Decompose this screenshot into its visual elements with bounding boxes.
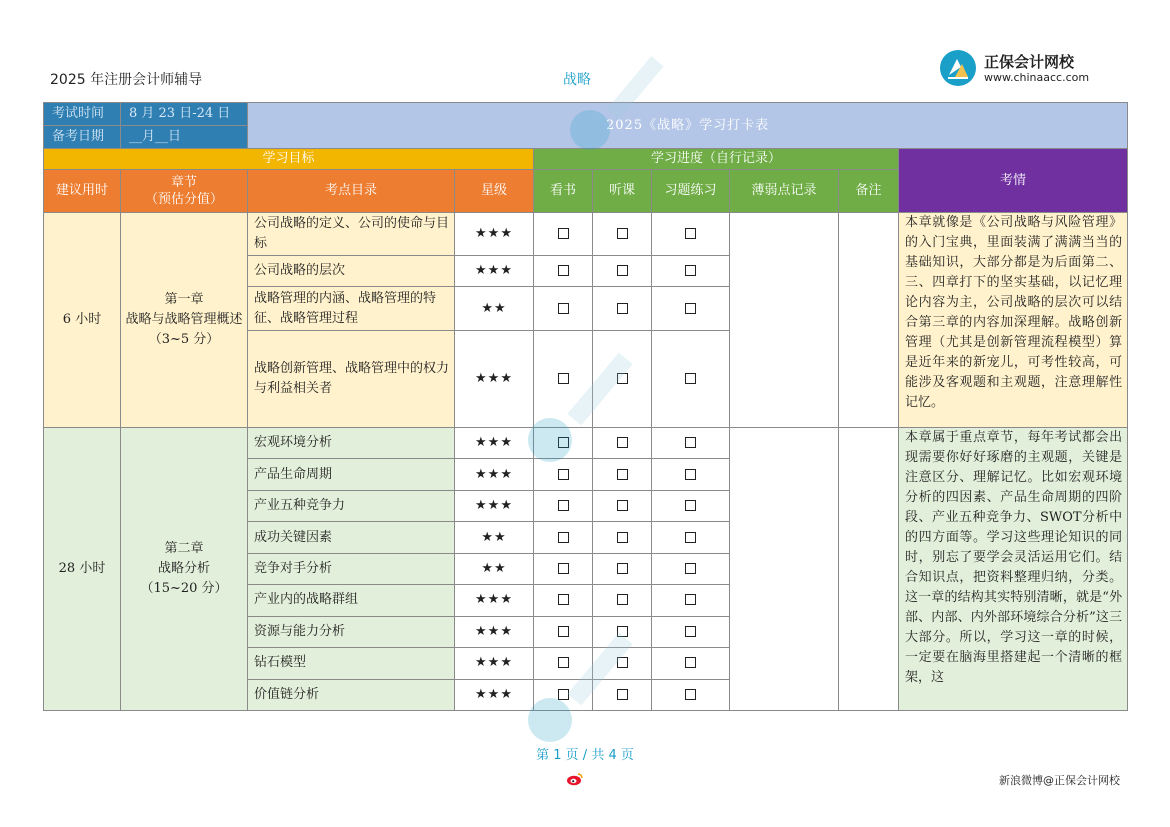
chapter-score: （15~20 分） xyxy=(140,581,228,596)
progress-cell-practice xyxy=(652,490,730,521)
listen-checkbox[interactable] xyxy=(617,437,628,448)
weak-points-cell[interactable] xyxy=(730,428,839,711)
progress-cell-listen xyxy=(593,585,652,616)
progress-cell-read xyxy=(534,428,593,459)
weibo-icon xyxy=(566,771,584,785)
exam-note-text: 本章就像是《公司战略与风险管理》的入门宝典，里面装满了满满当当的基础知识，大部分都是为后面第二、三、四章打下的坚实基础，以记忆理论内容为主，公司战略的层次可以结合第三章的内容加深理解。战略创新管理（尤其是创新管理流程模型）算是近年来的新宠儿，可考性较高，可能涉及客观题和主观题，注意理解性记忆。 xyxy=(905,215,1123,410)
topic-name: 公司战略的层次 xyxy=(248,256,455,287)
listen-checkbox[interactable] xyxy=(617,689,628,700)
listen-checkbox[interactable] xyxy=(617,469,628,480)
practice-checkbox[interactable] xyxy=(685,373,696,384)
topic-stars: ★★ xyxy=(455,287,534,331)
progress-cell-practice xyxy=(652,428,730,459)
exam-note xyxy=(899,428,1128,711)
progress-cell-listen xyxy=(593,553,652,584)
progress-cell-read xyxy=(534,679,593,711)
weak-points-cell[interactable] xyxy=(730,213,839,428)
progress-cell-practice xyxy=(652,585,730,616)
progress-cell-read xyxy=(534,459,593,490)
col-stars: 星级 xyxy=(455,170,534,213)
practice-checkbox[interactable] xyxy=(685,532,696,543)
prep-date-label: 备考日期 xyxy=(44,126,121,149)
listen-checkbox[interactable] xyxy=(617,228,628,239)
read-checkbox[interactable] xyxy=(558,228,569,239)
table-title: 2025《战略》学习打卡表 xyxy=(248,103,1128,149)
progress-cell-listen xyxy=(593,256,652,287)
weibo-account: 新浪微博@正保会计网校 xyxy=(999,774,1120,787)
col-listen: 听课 xyxy=(593,170,652,213)
listen-checkbox[interactable] xyxy=(617,657,628,668)
progress-cell-practice xyxy=(652,648,730,679)
topic-stars: ★★★ xyxy=(455,256,534,287)
group-exam-header: 考情 xyxy=(899,149,1128,213)
listen-checkbox[interactable] xyxy=(617,563,628,574)
chapter-score: （3~5 分） xyxy=(148,332,220,347)
logo-url: www.chinaacc.com xyxy=(984,71,1090,84)
logo-name: 正保会计网校 xyxy=(984,53,1075,71)
chapter-name-1: 第二章 xyxy=(164,541,204,556)
topic-name: 产业内的战略群组 xyxy=(248,585,455,616)
read-checkbox[interactable] xyxy=(558,563,569,574)
progress-cell-read xyxy=(534,490,593,521)
chapter-name-2: 战略分析 xyxy=(157,561,210,576)
topic-name: 产业五种竞争力 xyxy=(248,490,455,521)
col-time: 建议用时 xyxy=(44,170,121,213)
practice-checkbox[interactable] xyxy=(685,437,696,448)
exam-time-label: 考试时间 xyxy=(44,103,121,126)
listen-checkbox[interactable] xyxy=(617,594,628,605)
topic-stars: ★★ xyxy=(455,522,534,553)
topic-stars: ★★★ xyxy=(455,648,534,679)
practice-checkbox[interactable] xyxy=(685,469,696,480)
progress-cell-practice xyxy=(652,256,730,287)
topic-stars: ★★★ xyxy=(455,616,534,647)
progress-cell-read xyxy=(534,553,593,584)
topic-stars: ★★★ xyxy=(455,213,534,256)
exam-note xyxy=(899,213,1128,428)
progress-cell-listen xyxy=(593,616,652,647)
progress-cell-practice xyxy=(652,553,730,584)
topic-name: 价值链分析 xyxy=(248,679,455,711)
topic-name: 竞争对手分析 xyxy=(248,553,455,584)
progress-cell-practice xyxy=(652,331,730,428)
progress-cell-read xyxy=(534,616,593,647)
topic-name: 钻石模型 xyxy=(248,648,455,679)
col-chapter xyxy=(121,170,248,213)
practice-checkbox[interactable] xyxy=(685,303,696,314)
listen-checkbox[interactable] xyxy=(617,532,628,543)
topic-stars: ★★★ xyxy=(455,459,534,490)
topic-stars: ★★★ xyxy=(455,490,534,521)
topic-stars: ★★ xyxy=(455,553,534,584)
read-checkbox[interactable] xyxy=(558,500,569,511)
read-checkbox[interactable] xyxy=(558,469,569,480)
progress-cell-listen xyxy=(593,428,652,459)
chapter-name xyxy=(121,428,248,711)
col-chapter-line2: （预估分值） xyxy=(144,192,223,207)
remark-cell[interactable] xyxy=(839,428,899,711)
header-subject: 战略 xyxy=(563,72,591,88)
practice-checkbox[interactable] xyxy=(685,500,696,511)
topic-name: 战略创新管理、战略管理中的权力与利益相关者 xyxy=(248,331,455,428)
table-row xyxy=(44,428,1128,459)
read-checkbox[interactable] xyxy=(558,303,569,314)
prep-date-value: __月__日 xyxy=(121,126,248,149)
group-goal-header: 学习目标 xyxy=(44,149,534,170)
col-topics: 考点目录 xyxy=(248,170,455,213)
topic-stars: ★★★ xyxy=(455,679,534,711)
header-left-title: 2025 年注册会计师辅导 xyxy=(50,72,203,88)
read-checkbox[interactable] xyxy=(558,689,569,700)
practice-checkbox[interactable] xyxy=(685,594,696,605)
topic-stars: ★★★ xyxy=(455,331,534,428)
table-row xyxy=(44,213,1128,256)
progress-cell-read xyxy=(534,331,593,428)
practice-checkbox[interactable] xyxy=(685,657,696,668)
progress-cell-practice xyxy=(652,616,730,647)
progress-cell-listen xyxy=(593,287,652,331)
topic-name: 成功关键因素 xyxy=(248,522,455,553)
practice-checkbox[interactable] xyxy=(685,626,696,637)
read-checkbox[interactable] xyxy=(558,437,569,448)
progress-cell-listen xyxy=(593,679,652,711)
progress-cell-listen xyxy=(593,648,652,679)
topic-stars: ★★★ xyxy=(455,428,534,459)
practice-checkbox[interactable] xyxy=(685,689,696,700)
logo-icon xyxy=(940,50,976,86)
progress-cell-listen xyxy=(593,331,652,428)
topic-name: 公司战略的定义、公司的使命与目标 xyxy=(248,213,455,256)
progress-cell-listen xyxy=(593,213,652,256)
col-read: 看书 xyxy=(534,170,593,213)
topic-stars: ★★★ xyxy=(455,585,534,616)
progress-cell-practice xyxy=(652,287,730,331)
group-progress-header: 学习进度（自行记录） xyxy=(534,149,899,170)
page-indicator: 第 1 页 / 共 4 页 xyxy=(536,748,634,763)
col-practice: 习题练习 xyxy=(652,170,730,213)
progress-cell-read xyxy=(534,585,593,616)
exam-time-value: 8 月 23 日-24 日 xyxy=(121,103,248,126)
col-chapter-line1: 章节 xyxy=(170,175,197,190)
study-checklist-table xyxy=(43,102,1128,711)
listen-checkbox[interactable] xyxy=(617,303,628,314)
chapter-name-1: 第一章 xyxy=(164,292,204,307)
read-checkbox[interactable] xyxy=(558,626,569,637)
brand-logo xyxy=(940,50,1140,90)
topic-name: 资源与能力分析 xyxy=(248,616,455,647)
chapter-name xyxy=(121,213,248,428)
listen-checkbox[interactable] xyxy=(617,373,628,384)
col-weak: 薄弱点记录 xyxy=(730,170,839,213)
practice-checkbox[interactable] xyxy=(685,228,696,239)
read-checkbox[interactable] xyxy=(558,373,569,384)
listen-checkbox[interactable] xyxy=(617,265,628,276)
read-checkbox[interactable] xyxy=(558,657,569,668)
progress-cell-practice xyxy=(652,459,730,490)
listen-checkbox[interactable] xyxy=(617,626,628,637)
progress-cell-practice xyxy=(652,679,730,711)
topic-name: 战略管理的内涵、战略管理的特征、战略管理过程 xyxy=(248,287,455,331)
read-checkbox[interactable] xyxy=(558,594,569,605)
progress-cell-read xyxy=(534,287,593,331)
remark-cell[interactable] xyxy=(839,213,899,428)
progress-cell-listen xyxy=(593,490,652,521)
chapter-name-2: 战略与战略管理概述 xyxy=(125,312,243,327)
chapter-time: 6 小时 xyxy=(44,213,121,428)
progress-cell-listen xyxy=(593,459,652,490)
exam-note-text: 本章属于重点章节，每年考试都会出现需要你好好琢磨的主观题，关键是注意区分、理解记忆。比如宏观环境分析的四因素、产品生命周期的四阶段、产业五种竞争力、SWOT分析中的四方面等。学习这些理论知识的同时，别忘了要学会灵活运用它们。结合知识点，把资料整理归纳，分类。这一章的结构其实特别清晰，就是“外部、内部、内外部环境综合分析”这三大部分。所以，学习这一章的时候，一定要在脑海里搭建起一个清晰的框架，这 xyxy=(905,430,1123,685)
practice-checkbox[interactable] xyxy=(685,265,696,276)
progress-cell-listen xyxy=(593,522,652,553)
progress-cell-read xyxy=(534,648,593,679)
read-checkbox[interactable] xyxy=(558,532,569,543)
topic-name: 产品生命周期 xyxy=(248,459,455,490)
col-remark: 备注 xyxy=(839,170,899,213)
progress-cell-read xyxy=(534,213,593,256)
listen-checkbox[interactable] xyxy=(617,500,628,511)
practice-checkbox[interactable] xyxy=(685,563,696,574)
topic-name: 宏观环境分析 xyxy=(248,428,455,459)
read-checkbox[interactable] xyxy=(558,265,569,276)
progress-cell-practice xyxy=(652,522,730,553)
progress-cell-read xyxy=(534,256,593,287)
progress-cell-read xyxy=(534,522,593,553)
chapter-time: 28 小时 xyxy=(44,428,121,711)
progress-cell-practice xyxy=(652,213,730,256)
